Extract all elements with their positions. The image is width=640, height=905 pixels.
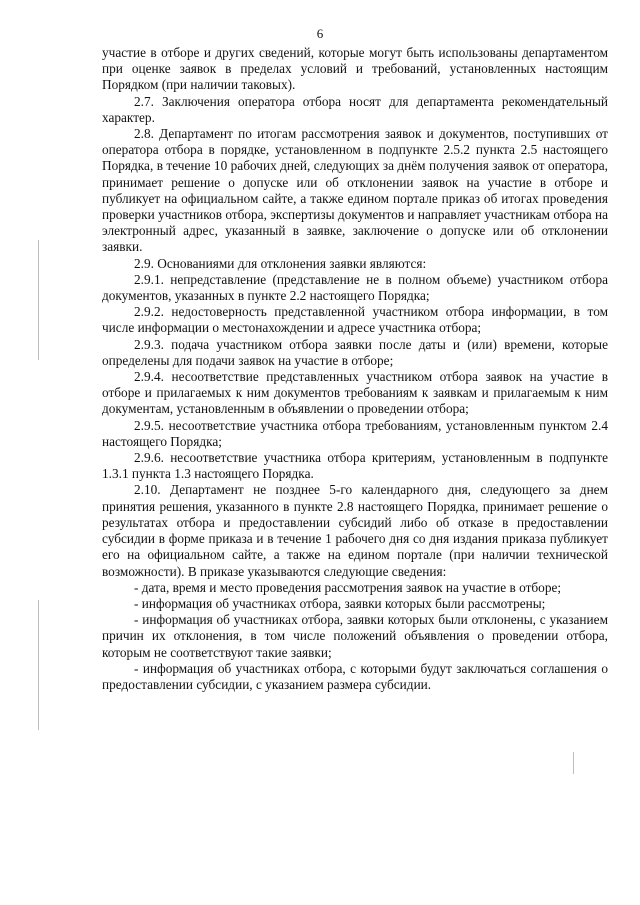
paragraph-2-9-1: 2.9.1. непредставление (представление не в полном объеме) участником отбора документов, указанных в пункте 2.2 настоящего Порядка; [102,271,608,304]
paragraph-continuation: участие в отборе и других сведений, которые могут быть использованы департаментом при оценке заявок в пределах условий и требований, установленных настоящим Порядком (при наличии таковых). [102,45,608,93]
paragraph-2-9-3: 2.9.3. подача участником отбора заявки после даты и (или) времени, которые определены для подачи заявок на участие в отборе; [102,336,608,368]
paragraph-2-9-5: 2.9.5. несоответствие участника отбора требованиям, установленным пунктом 2.4 настоящего Порядка; [102,417,608,449]
scan-artifact-left [38,600,39,730]
page-number: 6 [316,26,324,41]
scan-artifact-left [38,240,39,360]
list-item-date-time-place: - дата, время и место проведения рассмотрения заявок на участие в отборе; [134,579,562,595]
paragraph-2-9-4: 2.9.4. несоответствие представленных участником отбора заявок на участие в отборе и прилагаемых к ним документов требованиям к заявкам и прилагаемым к ним документам, установленным в объявлении о проведении отбора; [102,369,608,417]
list-item-rejected-participants: - информация об участниках отбора, заявки которых были отклонены, с указанием причин их отклонения, в том числе положений объявления о проведении отбора, которым не соответствуют такие заявки; [102,612,608,660]
document-body [102,45,608,693]
paragraph-2-9-6: 2.9.6. несоответствие участника отбора критериям, установленным в подпункте 1.3.1 пункта 1.3 настоящего Порядка. [102,450,608,482]
paragraph-2-10: 2.10. Департамент не позднее 5-го календарного дня, следующего за днем принятия решения, указанного в пункте 2.8 настоящего Порядка, принимает решение о результатах отбора и предоставлении субсидий либо об отказе в предоставлении субсидии в форме приказа и в течение 1 рабочего дня со дня издания приказа публикует его на официальном сайте, а также на едином портале (при наличии технической возможности). В приказе указываются следующие сведения: [102,482,608,579]
list-item-reviewed-participants: - информация об участниках отбора, заявки которых были рассмотрены; [134,595,546,611]
paragraph-2-9: 2.9. Основаниями для отклонения заявки являются: [134,255,427,271]
paragraph-2-7: 2.7. Заключения оператора отбора носят для департамента рекомендательный характер. [102,93,608,125]
paragraph-2-8: 2.8. Департамент по итогам рассмотрения заявок и документов, поступивших от оператора отбора в порядке, установленном в подпункте 2.5.2 пункта 2.5 настоящего Порядка, в течение 10 рабочих дней, следующих за днём получения заявок от оператора, принимает решение о допуске или об отклонении заявок на участие в отборе и публикует на официальном сайте, а также едином портале приказ об итогах проведения проверки участников отбора, экспертизы документов и направляет участникам отбора на электронный адрес, указанный в заявке, заключение о допуске или об отклонении заявки. [102,126,608,255]
list-item-agreement-participants: - информация об участниках отбора, с которыми будут заключаться соглашения о предоставлении субсидии, с указанием размера субсидии. [102,660,608,692]
scan-artifact-right [573,752,574,774]
paragraph-2-9-2: 2.9.2. недостоверность представленной участником отбора информации, в том числе информации о местонахождении и адресе участника отбора; [102,304,608,336]
